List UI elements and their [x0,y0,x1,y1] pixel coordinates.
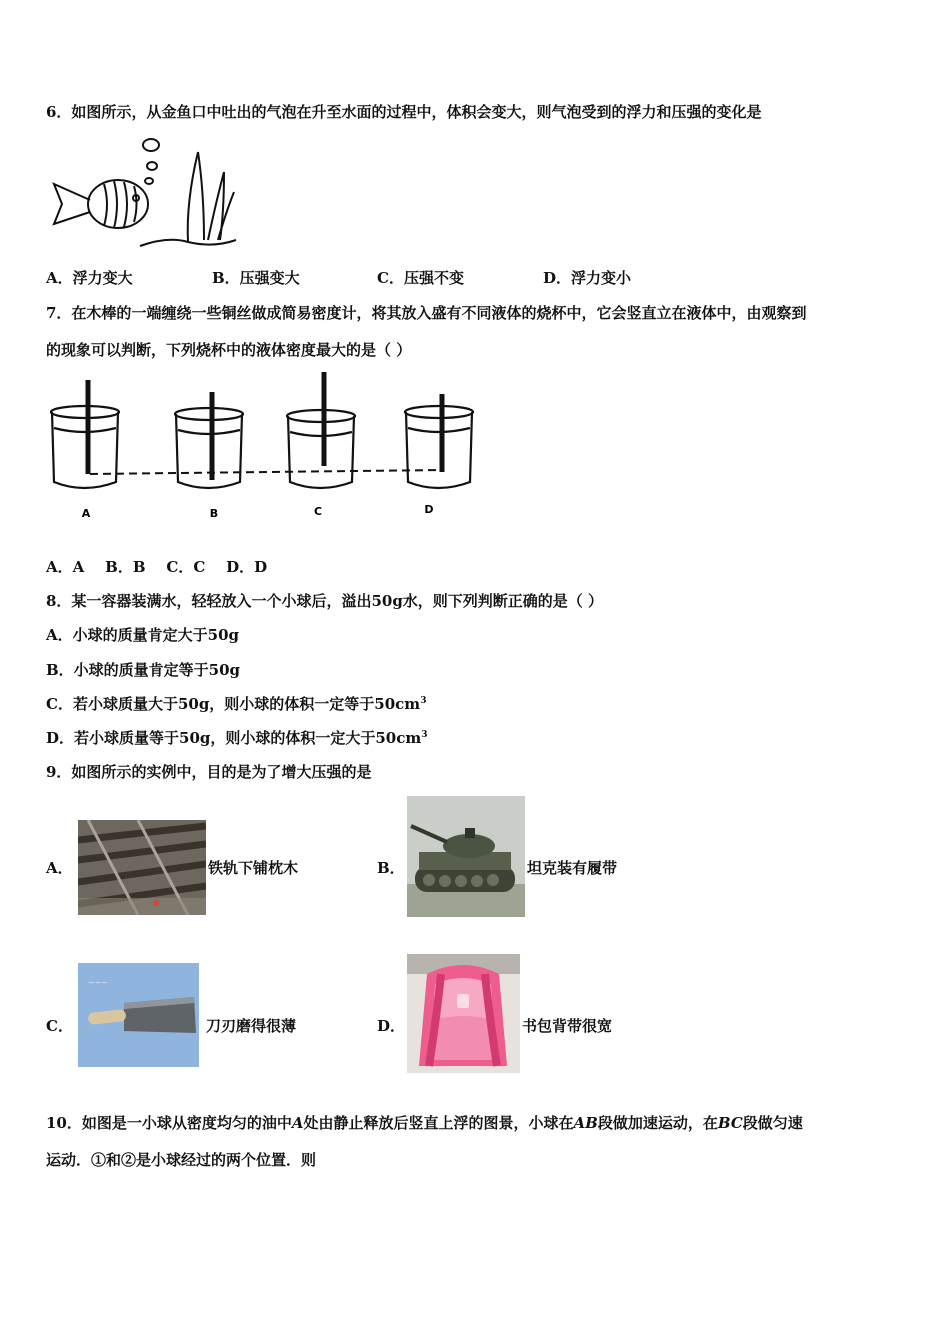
q9-caption-c: 刀刃磨得很薄 [206,1017,297,1035]
beaker-a [51,380,119,488]
q7-stem-line2: 的现象可以判断，下列烧杯中的液体密度最大的是（ ） [46,341,412,359]
beaker-label-c: C [313,505,323,518]
tank-photo [407,796,525,917]
q10-text-e: 段做加速运动，在 [597,1114,718,1132]
q9-caption-d: 书包背带很宽 [522,1017,613,1035]
beaker-label-d: D [424,503,434,516]
q10-text-c: 处由静止释放后竖直上浮的图景，小球在 [303,1114,574,1132]
q9-letter-a: A． [46,859,73,877]
q8-option-b: B．小球的质量肯定等于50g [46,661,241,679]
q10-text-a: 10．如图是一小球从密度均匀的油中 [46,1114,292,1132]
q10-segment-ab: AB [573,1114,598,1132]
knife-photo [78,963,199,1067]
q8-option-a: A．小球的质量肯定大于50g [46,626,240,644]
backpack-photo [407,954,520,1073]
q7-stem-line1: 7．在木棒的一端缠绕一些铜丝做成简易密度计，将其放入盛有不同液体的烧杯中，它会竖直立在液体中，由观察到 [46,304,807,322]
beaker-label-b: B [209,507,219,520]
q9-stem: 9．如图所示的实例中，目的是为了增大压强的是 [46,763,372,781]
svg-text:~~~: ~~~ [88,978,109,987]
q9-letter-c: C． [46,1017,73,1035]
q10-stem-line1 [46,1113,803,1133]
q10-segment-bc: BC [717,1114,743,1132]
q6-stem: 6．如图所示，从金鱼口中吐出的气泡在升至水面的过程中，体积会变大，则气泡受到的浮力和压强的变化是 [46,103,762,121]
q6-option-d: D．浮力变小 [543,269,632,287]
q10-stem-line2: 运动．①和②是小球经过的两个位置．则 [46,1151,317,1169]
q10-point-a: A [291,1114,304,1132]
beakers-figure [46,370,486,525]
goldfish-figure [48,132,238,254]
q9-letter-b: B． [377,859,405,877]
q8-option-c-sup: 3 [420,696,427,706]
q8-option-d [46,728,428,748]
railway-photo [78,820,206,915]
q9-letter-d: D． [377,1017,406,1035]
q9-caption-b: 坦克装有履带 [527,859,618,877]
q6-option-c: C．压强不变 [377,269,464,287]
q10-text-g: 段做匀速 [742,1114,803,1132]
beaker-d [405,394,473,488]
q6-option-b: B．压强变大 [212,269,300,287]
q8-stem: 8．某一容器装满水，轻轻放入一个小球后，溢出50g水，则下列判断正确的是（ ） [46,592,604,610]
q7-options: A．A B．B C．C D．D [46,558,268,576]
q8-option-d-sup: 3 [421,730,428,740]
q9-caption-a: 铁轨下铺枕木 [208,859,299,877]
q8-option-d-text: D．若小球质量等于50g，则小球的体积一定大于50cm [46,729,422,747]
q6-option-a: A．浮力变大 [46,269,133,287]
beaker-label-a: A [81,507,91,520]
q8-option-c-text: C．若小球质量大于50g，则小球的体积一定等于50cm [46,695,421,713]
q8-option-c [46,694,426,714]
